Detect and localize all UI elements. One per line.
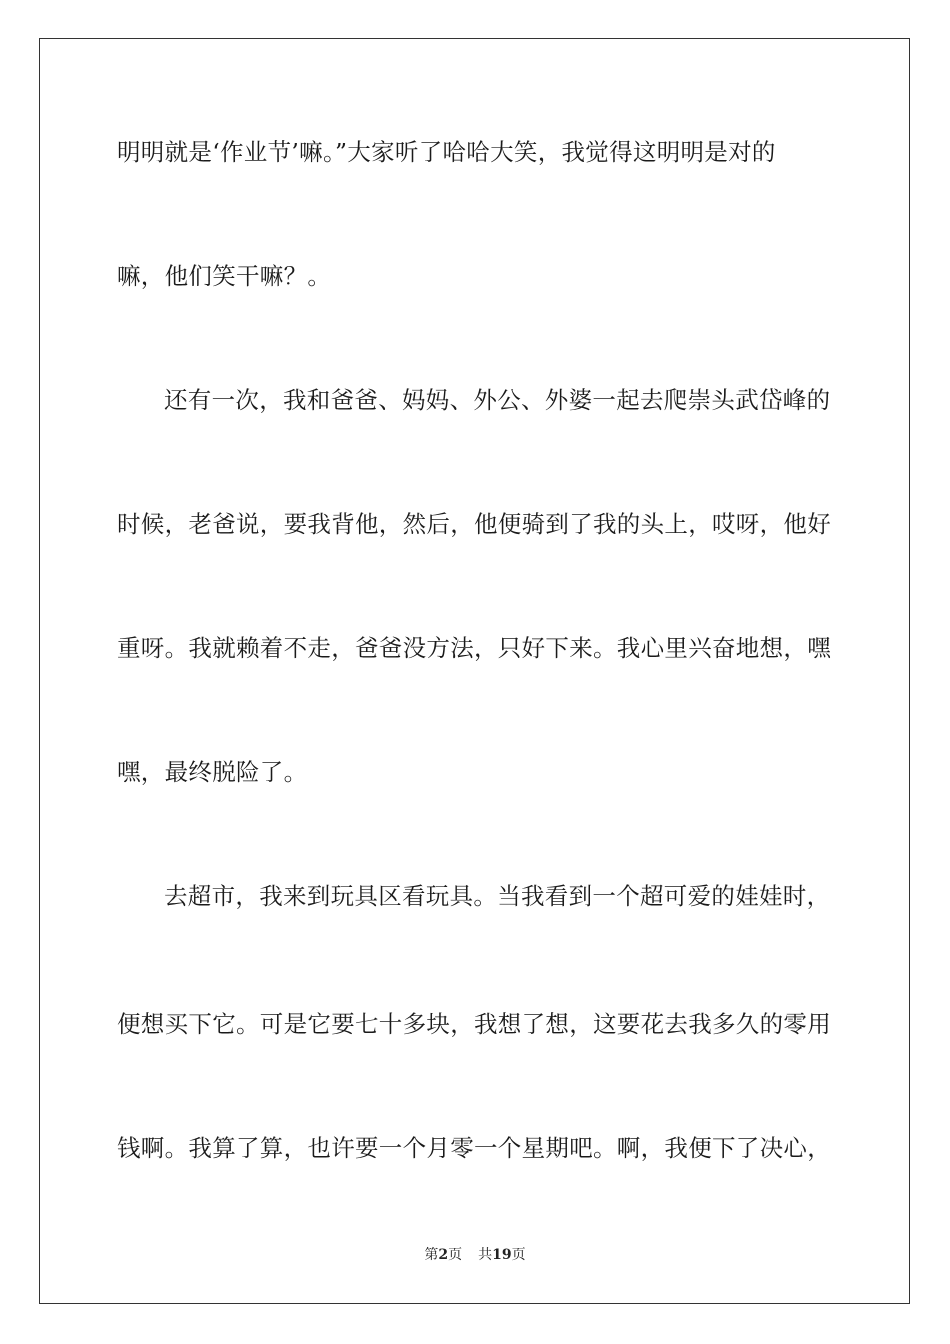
text-line-8: 便想买下它。可是它要七十多块，我想了想，这要花去我多久的零用 <box>117 1010 831 1038</box>
page-border <box>39 38 910 1304</box>
page-label-suffix: 页 <box>448 1247 463 1263</box>
text-line-9: 钱啊。我算了算，也许要一个月零一个星期吧。啊，我便下了决心， <box>117 1134 831 1162</box>
text-line-1: 明明就是‘作业节’嘛。”大家听了哈哈大笑，我觉得这明明是对的 <box>117 138 776 166</box>
paragraph-2-line-1: 还有一次，我和爸爸、妈妈、外公、外婆一起去爬崇头武岱峰的 <box>164 386 831 414</box>
page-total: 19 <box>492 1247 512 1263</box>
text-line-6: 嘿，最终脱险了。 <box>117 758 308 786</box>
page-footer <box>0 1246 950 1264</box>
text-line-4: 时候，老爸说，要我背他，然后，他便骑到了我的头上，哎呀，他好 <box>117 510 831 538</box>
text-line-5: 重呀。我就赖着不走，爸爸没方法，只好下来。我心里兴奋地想，嘿 <box>117 634 831 662</box>
paragraph-3-line-1: 去超市，我来到玩具区看玩具。当我看到一个超可爱的娃娃时， <box>164 882 831 910</box>
page-number: 2 <box>438 1247 449 1263</box>
page-label-prefix: 第 <box>424 1247 439 1263</box>
total-label-prefix: 共 <box>478 1247 493 1263</box>
total-label-suffix: 页 <box>511 1247 526 1263</box>
text-line-2: 嘛，他们笑干嘛？。 <box>117 262 332 290</box>
